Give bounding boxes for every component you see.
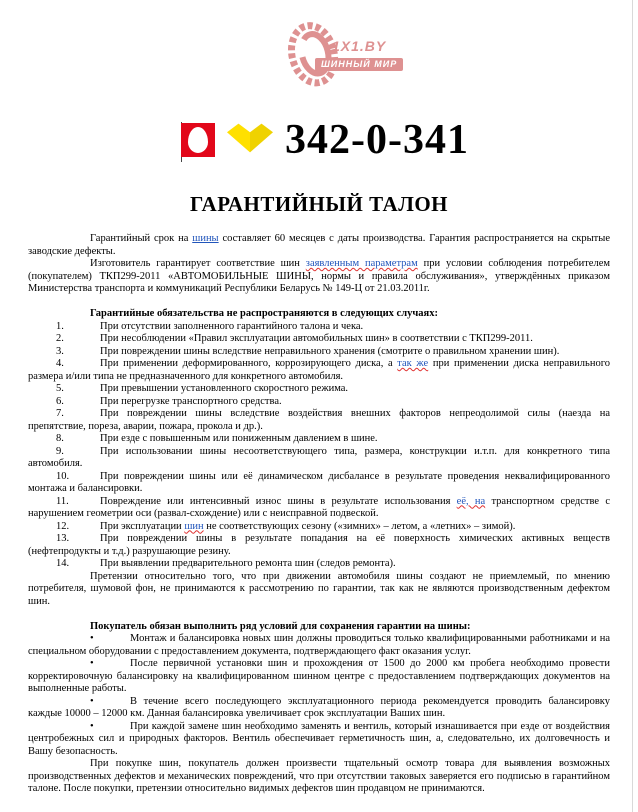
shop-logo: [288, 14, 398, 88]
exclusion-item-10: 10. При повреждении шины или её динамическом дисбалансе в результате проведения неквалифицированного монтажа и балансировки.: [28, 470, 610, 494]
item-number: 11.: [56, 495, 69, 507]
condition-item-3: • В течение всего последующего эксплуатационного периода рекомендуется проводить балансировку каждые 10000 – 12000 км. Данная балансировка увеличивает срок эксплуатации Ваших шин.: [28, 695, 610, 719]
exclusion-item-11: 11. Повреждение или интенсивный износ шины в результате использования её, на транспортном средстве с нарушением геометрии оси (развал-схождение) или с неисправной подвеской.: [28, 495, 611, 519]
item-number: 10.: [56, 470, 70, 482]
exclusion-item-2: 2. При несоблюдении «Правил эксплуатации автомобильных шин» в соответствии с ТКП299-2011.: [56, 333, 533, 344]
item-number: 4.: [56, 358, 64, 369]
bullet-marker: •: [90, 633, 94, 644]
item-number: 1.: [56, 320, 64, 332]
condition-item-1: • Монтаж и балансировка новых шин должны проводиться только квалифицированными работниками и на специальном оборудовании с предоставлением документа, подтверждающего факт оказания услуг.: [28, 633, 610, 657]
item-number: 9.: [56, 445, 64, 457]
document-body: [28, 233, 610, 796]
conditions-heading: Покупатель обязан выполнить ряд условий для сохранения гарантии на шины:: [90, 620, 471, 632]
item-number: 5.: [56, 383, 64, 394]
logo-tagline-badge: ШИННЫЙ МИР: [315, 58, 403, 71]
item-number: 13.: [56, 533, 70, 544]
exclusion-item-12: 12. При эксплуатации шин не соответствующих сезону («зимних» – летом, а «летних» – зимой).: [56, 520, 516, 532]
bullet-marker: •: [90, 695, 94, 707]
condition-item-4: • При каждой замене шин необходимо заменять и вентиль, который изнашивается при езде от воздействия центробежных сил и природных факторов. Вентиль обеспечивает герметичность шин, а, следовательно, их долговечность и Вашу безопасность.: [28, 720, 610, 757]
exclusion-item-9: 9. При использовании шины несоответствующего типа, размера, конструкции и.т.п. для конкретного типа автомобиля.: [28, 445, 610, 469]
intro-paragraph-2: Изготовитель гарантирует соответствие шин заявленным параметрам при условии соблюдения потребителем (покупателем) ТКП299-2011 «АВТОМОБИЛЬНЫЕ ШИНЫ, нормы и правила обслуживания», утверждённых приказом Министерства транспорта и коммуникаций Республики Беларусь № 149-Ц от 21.03.2011г.: [28, 258, 611, 294]
purchase-inspection-paragraph: При покупке шин, покупатель должен произвести тщательный осмотр товара для выявления возможных производственных дефектов и механических повреждений, что при отсутствии таковых заверяется его подписью в гарантийном талоне. После покупки, претензии относительно видимых дефектов шин продавцом не принимаются.: [28, 758, 610, 794]
tire-icon: [288, 75, 340, 92]
mts-operator-icon: [181, 123, 215, 157]
exclusion-item-8: 8. При езде с повышенным или пониженным давлением в шине.: [56, 433, 378, 444]
exclusion-item-13: 13. При повреждении шины в результате попадания на её поверхность химических активных веществ (нефтепродукты и т.д.) разрушающие резину.: [28, 533, 610, 557]
tyres-link[interactable]: шины: [192, 233, 219, 244]
exclusion-item-7: 7. При повреждении шины вследствие воздействия внешних факторов непреодолимой силы (наезда на препятствие, пореза, аварии, пожара, прокола и др.).: [28, 408, 610, 432]
item-number: 12.: [56, 520, 70, 532]
exclusion-item-6: 6. При перегрузке транспортного средства.: [56, 395, 282, 407]
noise-claims-paragraph: Претензии относительно того, что при движении автомобиля шины создают не приемлемый, по мнению потребителя, шумовой фон, не принимаются к рассмотрению по гарантии, так как не являются производственным дефектом шин.: [28, 570, 610, 607]
bullet-marker: •: [90, 658, 94, 669]
phone-row: [0, 114, 638, 166]
item-number: 8.: [56, 433, 64, 444]
exclusions-heading: Гарантийные обязательства не распространяются в следующих случаях:: [90, 308, 438, 319]
page-title: ГАРАНТИЙНЫЙ ТАЛОН: [189, 192, 449, 216]
item-number: 7.: [56, 408, 64, 419]
exclusion-item-1: 1. При отсутствии заполненного гарантийного талона и чека.: [56, 320, 364, 332]
item-number: 2.: [56, 333, 64, 344]
exclusion-item-4: 4. При применении деформированного, коррозирующего диска, а так же при применении диска неправильного размера и/или типа не предназначенного для конкретного автомобиля.: [28, 358, 610, 382]
phone-number: 342-0-341: [285, 117, 469, 163]
bullet-marker: •: [90, 720, 94, 732]
intro-paragraph-1: Гарантийный срок на шины составляет 60 месяцев с даты производства. Гарантия распространяется на скрытые заводские дефекты.: [28, 233, 610, 257]
condition-item-2: • После первичной установки шин и прохождения от 1500 до 2000 км пробега необходимо провести корректировочную балансировку на квалифицированном шинном центре с предоставлением подтверждающих документов на выполненные работы.: [28, 658, 610, 694]
exclusion-item-5: 5. При превышении установленного скоростного режима.: [56, 383, 349, 394]
item-number: 6.: [56, 395, 64, 407]
exclusion-item-14: 14. При выявлении предварительного ремонта шин (следов ремонта).: [56, 558, 396, 569]
logo-brand-text: 1X1.BY: [332, 38, 387, 54]
declared-parameters-link[interactable]: заявленным параметрам: [305, 258, 418, 269]
item-number: 14.: [56, 558, 70, 569]
velcom-operator-icon: [227, 122, 273, 159]
item-number: 3.: [56, 345, 64, 357]
exclusion-item-3: 3. При повреждении шины вследствие неправильного хранения (смотрите о правильном хранении шин).: [56, 345, 560, 357]
